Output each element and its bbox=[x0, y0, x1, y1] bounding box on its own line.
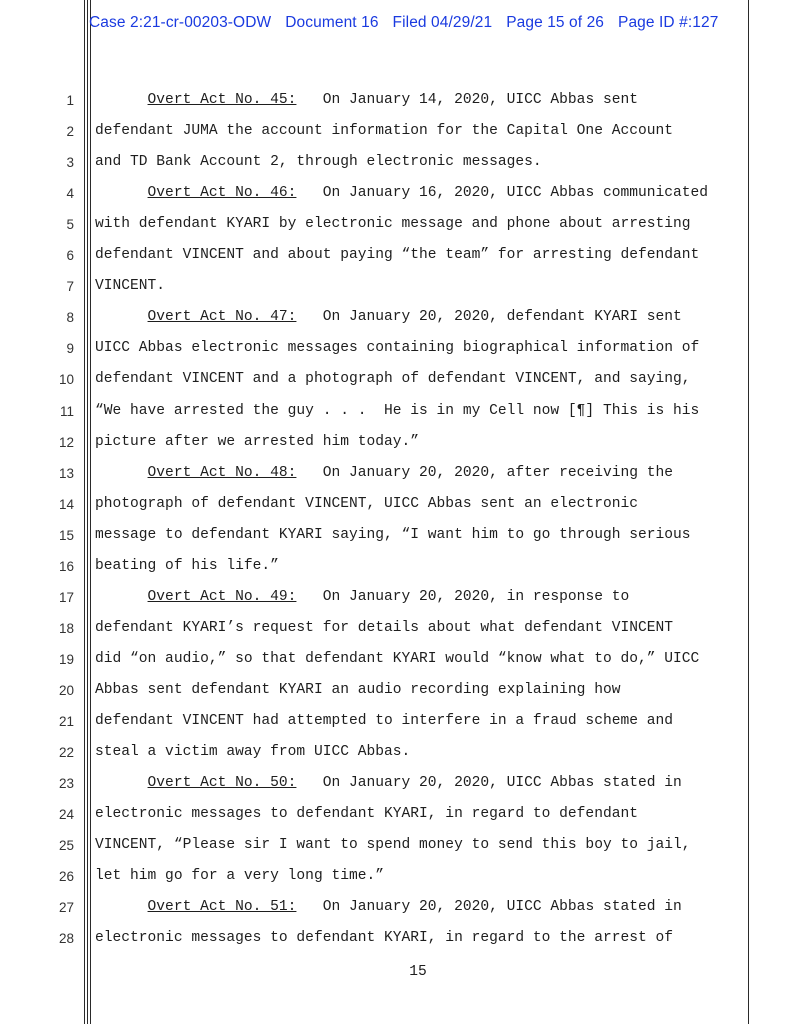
page-count: Page 15 of 26 bbox=[506, 14, 605, 31]
line-number: 15 bbox=[58, 527, 74, 543]
text-line bbox=[95, 496, 745, 512]
line-number: 25 bbox=[58, 838, 74, 854]
text-segment: On January 20, 2020, defendant KYARI sent bbox=[296, 309, 682, 326]
case-number: Case 2:21-cr-00203-ODW bbox=[89, 14, 272, 31]
text-line bbox=[95, 620, 745, 636]
text-line bbox=[95, 123, 745, 139]
text-line bbox=[95, 713, 745, 729]
line-number: 17 bbox=[58, 589, 74, 605]
text-segment bbox=[95, 775, 148, 791]
line-number: 5 bbox=[66, 217, 74, 233]
line-number: 19 bbox=[58, 651, 74, 667]
line-number: 4 bbox=[66, 186, 74, 202]
text-line bbox=[95, 340, 745, 356]
case-header bbox=[89, 14, 732, 32]
text-line bbox=[95, 309, 745, 325]
line-number: 12 bbox=[58, 434, 74, 450]
page-id: Page ID #:127 bbox=[618, 14, 719, 31]
line-number: 21 bbox=[58, 714, 74, 729]
text-segment: On January 20, 2020, UICC Abbas stated in bbox=[296, 775, 682, 792]
overt-act-heading: Overt Act No. 47: bbox=[147, 309, 297, 326]
text-segment bbox=[95, 309, 148, 325]
text-segment: picture after we arrested him today.” bbox=[95, 433, 420, 450]
text-segment: message to defendant KYARI saying, “I want him to go through serious bbox=[95, 526, 691, 543]
text-line bbox=[95, 589, 745, 605]
line-number: 7 bbox=[66, 279, 74, 295]
line-number: 8 bbox=[66, 310, 74, 326]
text-segment bbox=[95, 465, 148, 481]
text-line bbox=[95, 837, 745, 853]
text-segment: Abbas sent defendant KYARI an audio recording explaining how bbox=[95, 681, 621, 698]
text-segment: and TD Bank Account 2, through electronic messages. bbox=[95, 154, 542, 171]
text-line bbox=[95, 434, 745, 450]
text-segment: defendant JUMA the account information for the Capital One Account bbox=[95, 123, 674, 140]
right-margin-rule bbox=[748, 0, 749, 1024]
text-segment: On January 20, 2020, after receiving the bbox=[296, 464, 674, 481]
text-segment: On January 16, 2020, UICC Abbas communicated bbox=[296, 185, 709, 202]
line-number: 1 bbox=[66, 93, 74, 108]
line-number: 26 bbox=[58, 869, 74, 885]
line-number: 14 bbox=[58, 496, 74, 512]
text-segment: defendant KYARI’s request for details about what defendant VINCENT bbox=[95, 619, 674, 636]
line-number: 6 bbox=[66, 248, 74, 264]
text-line bbox=[95, 682, 745, 698]
text-line bbox=[95, 558, 745, 574]
text-line bbox=[95, 371, 745, 387]
text-segment: electronic messages to defendant KYARI, in regard to defendant bbox=[95, 806, 638, 823]
line-number: 20 bbox=[58, 682, 74, 698]
text-segment: UICC Abbas electronic messages containing biographical information of bbox=[95, 340, 700, 357]
line-number: 10 bbox=[58, 372, 74, 388]
text-segment: beating of his life.” bbox=[95, 557, 279, 574]
left-margin-rule-middle bbox=[87, 0, 88, 1024]
line-number: 24 bbox=[58, 807, 74, 823]
text-segment: On January 20, 2020, UICC Abbas stated in bbox=[296, 899, 682, 916]
page-number: 15 bbox=[409, 964, 427, 980]
text-line bbox=[95, 806, 745, 822]
text-segment bbox=[95, 589, 148, 605]
text-segment: VINCENT, “Please sir I want to spend money to send this boy to jail, bbox=[95, 837, 691, 854]
text-line bbox=[95, 154, 745, 170]
overt-act-heading: Overt Act No. 45: bbox=[147, 92, 297, 108]
filed-date: Filed 04/29/21 bbox=[392, 14, 493, 31]
text-segment bbox=[95, 185, 148, 201]
text-segment: steal a victim away from UICC Abbas. bbox=[95, 744, 411, 761]
line-number: 28 bbox=[58, 931, 74, 947]
line-number: 16 bbox=[58, 558, 74, 574]
line-number: 11 bbox=[59, 403, 74, 419]
text-line bbox=[95, 247, 745, 263]
text-line bbox=[95, 775, 745, 791]
line-number: 9 bbox=[66, 341, 74, 357]
text-line bbox=[95, 527, 745, 543]
line-number: 18 bbox=[58, 620, 74, 636]
overt-act-heading: Overt Act No. 48: bbox=[147, 464, 297, 481]
text-segment: “We have arrested the guy . . . He is in my Cell now [¶] This is his bbox=[95, 402, 700, 419]
text-line bbox=[95, 868, 745, 884]
line-number: 27 bbox=[58, 900, 74, 916]
text-segment: On January 20, 2020, in response to bbox=[296, 588, 630, 605]
text-segment: defendant VINCENT and a photograph of defendant VINCENT, and saying, bbox=[95, 371, 691, 388]
text-segment bbox=[95, 92, 148, 108]
text-line bbox=[95, 930, 745, 946]
text-line bbox=[95, 651, 745, 667]
left-margin-rule-inner bbox=[90, 0, 91, 1024]
text-line bbox=[95, 216, 745, 232]
text-line bbox=[95, 278, 745, 294]
overt-act-heading: Overt Act No. 50: bbox=[147, 775, 297, 792]
text-segment: On January 14, 2020, UICC Abbas sent bbox=[296, 92, 638, 108]
left-margin-rule-outer bbox=[84, 0, 85, 1024]
text-segment bbox=[95, 899, 148, 915]
text-segment: defendant VINCENT had attempted to interfere in a fraud scheme and bbox=[95, 713, 674, 729]
overt-act-heading: Overt Act No. 49: bbox=[147, 588, 297, 605]
text-line bbox=[95, 185, 745, 201]
line-number: 2 bbox=[66, 124, 74, 140]
text-segment: VINCENT. bbox=[95, 278, 166, 295]
text-segment: with defendant KYARI by electronic message and phone about arresting bbox=[95, 216, 691, 233]
line-number: 22 bbox=[58, 745, 74, 761]
text-segment: did “on audio,” so that defendant KYARI would “know what to do,” UICC bbox=[95, 650, 700, 667]
line-number: 3 bbox=[66, 155, 74, 171]
text-segment: photograph of defendant VINCENT, UICC Abbas sent an electronic bbox=[95, 495, 638, 512]
text-segment: let him go for a very long time.” bbox=[95, 868, 385, 885]
text-line bbox=[95, 92, 745, 108]
overt-act-heading: Overt Act No. 46: bbox=[147, 185, 297, 202]
text-segment: defendant VINCENT and about paying “the team” for arresting defendant bbox=[95, 247, 700, 264]
text-line bbox=[95, 465, 745, 481]
overt-act-heading: Overt Act No. 51: bbox=[147, 899, 297, 916]
text-line bbox=[95, 744, 745, 760]
line-number: 23 bbox=[58, 776, 74, 792]
document-number: Document 16 bbox=[285, 14, 379, 31]
text-segment: electronic messages to defendant KYARI, in regard to the arrest of bbox=[95, 930, 674, 947]
text-line bbox=[95, 403, 745, 419]
line-number: 13 bbox=[58, 465, 74, 481]
text-line bbox=[95, 899, 745, 915]
